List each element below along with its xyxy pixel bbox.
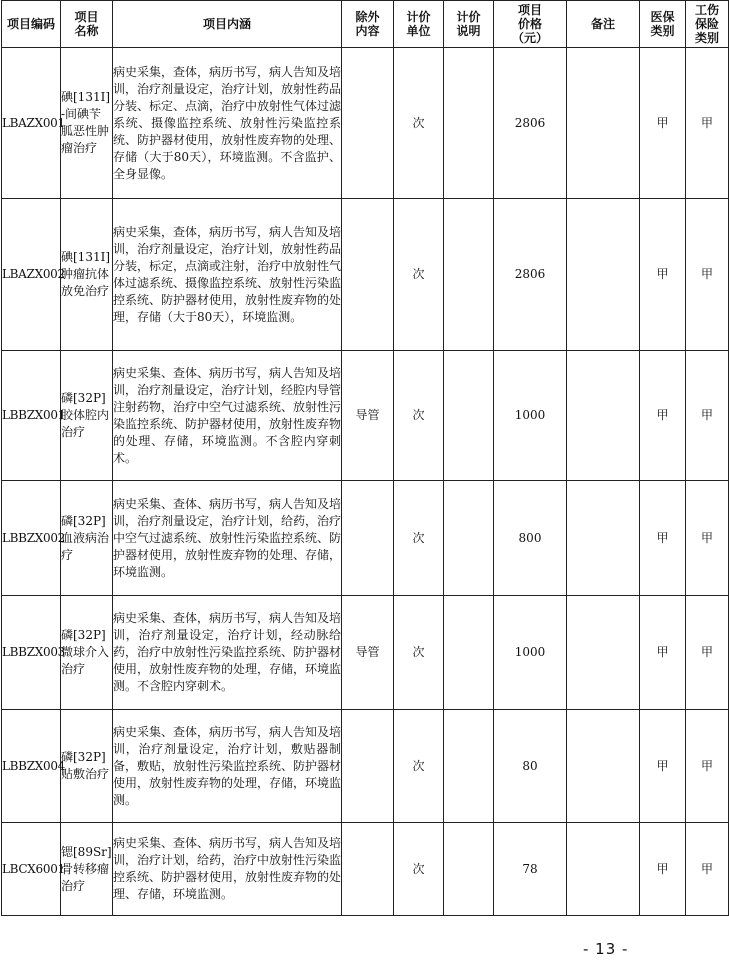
header-injury: 工伤 保险 类别 (686, 1, 729, 48)
header-exclude: 除外 内容 (342, 1, 394, 48)
item-name: 磷[32P]血液病治疗 (61, 481, 113, 596)
fee-schedule-table (1, 0, 729, 916)
item-insurance: 甲 (640, 199, 686, 351)
table-row (2, 199, 729, 351)
item-exclude (342, 199, 394, 351)
item-content: 病史采集、查体，病历书写，病人告知及培训，治疗剂量设定，治疗计划，敷贴器制备，敷贴，放射性污染监控系统、防护器材使用，放射性废弃物的处理，存储，环境监测。 (113, 710, 342, 823)
item-code: LBBZX002 (2, 481, 61, 596)
item-unit: 次 (394, 351, 444, 481)
item-content: 病史采集、查体、病历书写，病人告知及培训，治疗计划，给药，治疗中放射性污染监控系统、防护器材使用，放射性废弃物的处理、存储，环境监测。 (113, 823, 342, 916)
item-remark (567, 48, 640, 199)
item-remark (567, 199, 640, 351)
item-insurance: 甲 (640, 351, 686, 481)
item-exclude (342, 710, 394, 823)
item-insurance: 甲 (640, 710, 686, 823)
header-unit: 计价 单位 (394, 1, 444, 48)
item-code: LBBZX001 (2, 351, 61, 481)
header-remark: 备注 (567, 1, 640, 48)
item-name: 磷[32P]贴敷治疗 (61, 710, 113, 823)
item-content: 病史采集，查体，病历书写，病人告知及培训，治疗剂量设定，治疗计划，放射性药品分装，标定，点滴或注射，治疗中放射性气体过滤系统、摄像监控系统、放射性污染监控系统、防护器材使用，放射性废弃物的处理，存储（大于80天），环境监测。 (113, 199, 342, 351)
item-insurance: 甲 (640, 596, 686, 710)
item-name: 碘[131I]-间碘苄胍恶性肿瘤治疗 (61, 48, 113, 199)
item-name: 磷[32P]微球介入治疗 (61, 596, 113, 710)
header-content: 项目内涵 (113, 1, 342, 48)
item-note (444, 823, 494, 916)
table-row (2, 596, 729, 710)
item-injury: 甲 (686, 48, 729, 199)
item-code: LBBZX004 (2, 710, 61, 823)
item-remark (567, 823, 640, 916)
item-remark (567, 596, 640, 710)
item-content: 病史采集、查体，病历书写，病人告知及培训，治疗剂量设定，治疗计划，经动脉给药，治疗中放射性污染监控系统、防护器材使用，放射性废弃物的处理，存储，环境监测。不含腔内穿刺术。 (113, 596, 342, 710)
item-injury: 甲 (686, 823, 729, 916)
header-price: 项目 价格 （元） (494, 1, 567, 48)
item-insurance: 甲 (640, 48, 686, 199)
item-note (444, 710, 494, 823)
item-price: 1000 (494, 351, 567, 481)
item-note (444, 481, 494, 596)
item-remark (567, 351, 640, 481)
page-number: - 13 - (583, 940, 629, 958)
item-unit: 次 (394, 48, 444, 199)
item-code: LBAZX002 (2, 199, 61, 351)
item-note (444, 48, 494, 199)
item-unit: 次 (394, 596, 444, 710)
item-code: LBBZX003 (2, 596, 61, 710)
item-injury: 甲 (686, 199, 729, 351)
item-unit: 次 (394, 823, 444, 916)
item-price: 1000 (494, 596, 567, 710)
item-exclude: 导管 (342, 351, 394, 481)
header-row (2, 1, 729, 48)
item-unit: 次 (394, 199, 444, 351)
item-injury: 甲 (686, 481, 729, 596)
item-code: LBCX6001 (2, 823, 61, 916)
item-name: 锶[89Sr]骨转移瘤治疗 (61, 823, 113, 916)
item-price: 78 (494, 823, 567, 916)
item-insurance: 甲 (640, 823, 686, 916)
item-injury: 甲 (686, 596, 729, 710)
header-name: 项目 名称 (61, 1, 113, 48)
item-injury: 甲 (686, 351, 729, 481)
item-price: 2806 (494, 48, 567, 199)
item-injury: 甲 (686, 710, 729, 823)
item-code: LBAZX001 (2, 48, 61, 199)
table-row (2, 351, 729, 481)
item-exclude (342, 481, 394, 596)
item-price: 800 (494, 481, 567, 596)
item-name: 磷[32P]胶体腔内治疗 (61, 351, 113, 481)
item-unit: 次 (394, 481, 444, 596)
item-unit: 次 (394, 710, 444, 823)
header-code: 项目编码 (2, 1, 61, 48)
header-insurance: 医保 类别 (640, 1, 686, 48)
header-note: 计价 说明 (444, 1, 494, 48)
table-row (2, 48, 729, 199)
item-content: 病史采集、查体、病历书写，病人告知及培训，治疗剂量设定，治疗计划，给药，治疗中空气过滤系统、放射性污染监控系统、防护器材使用，放射性废弃物的处理、存储，环境监测。 (113, 481, 342, 596)
item-price: 2806 (494, 199, 567, 351)
item-exclude (342, 823, 394, 916)
item-remark (567, 710, 640, 823)
item-content: 病史采集、查体、病历书写，病人告知及培训，治疗剂量设定，治疗计划，经腔内导管注射药物，治疗中空气过滤系统、放射性污染监控系统、防护器材使用，放射性废弃物的处理、存储，环境监测。不含腔内穿刺术。 (113, 351, 342, 481)
item-note (444, 199, 494, 351)
item-note (444, 351, 494, 481)
item-content: 病史采集，查体，病历书写，病人告知及培训，治疗剂量设定，治疗计划，放射性药品分装、标定、点滴，治疗中放射性气体过滤系统、摄像监控系统、放射性污染监控系统、防护器材使用，放射性废弃物的处理、存储（大于80天），环境监测。不含监护、全身显像。 (113, 48, 342, 199)
item-name: 碘[131I]肿瘤抗体放免治疗 (61, 199, 113, 351)
item-insurance: 甲 (640, 481, 686, 596)
table-row (2, 481, 729, 596)
item-note (444, 596, 494, 710)
item-exclude (342, 48, 394, 199)
item-exclude: 导管 (342, 596, 394, 710)
item-remark (567, 481, 640, 596)
table-row (2, 823, 729, 916)
item-price: 80 (494, 710, 567, 823)
table-row (2, 710, 729, 823)
